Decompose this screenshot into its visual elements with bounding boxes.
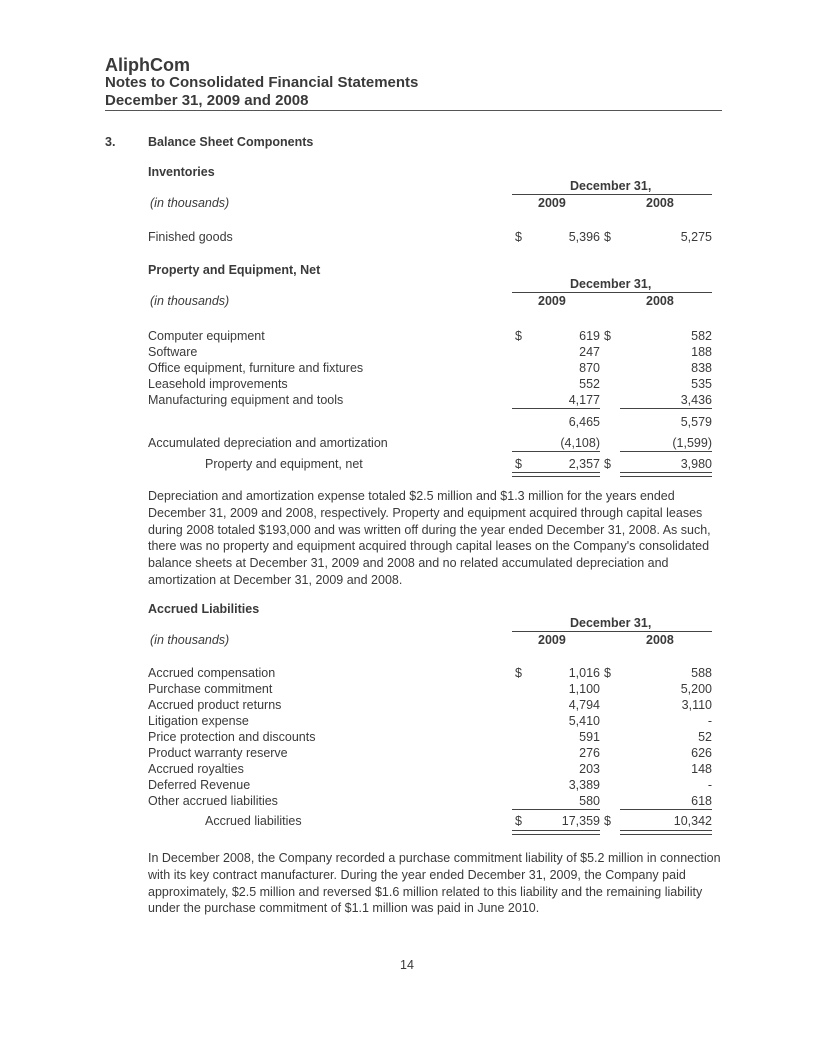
currency-symbol: $	[604, 329, 611, 343]
row-label: Accrued liabilities	[205, 814, 302, 828]
row-label: Office equipment, furniture and fixtures	[148, 361, 364, 375]
currency-symbol: $	[515, 666, 522, 680]
value-2008: -	[707, 714, 712, 728]
value-2009: 276	[579, 746, 600, 760]
year-2008-header: 2008	[646, 294, 674, 308]
double-underline	[620, 472, 712, 477]
value-2009: 619	[579, 329, 600, 343]
value-2008: 626	[691, 746, 712, 760]
value-2009: 247	[579, 345, 600, 359]
value-2008: 582	[691, 329, 712, 343]
row-label: Software	[148, 345, 198, 359]
value-2008: 618	[691, 794, 712, 808]
currency-symbol: $	[515, 814, 522, 828]
value-2008: 5,579	[680, 415, 712, 429]
value-2008: 588	[691, 666, 712, 680]
value-2009: 4,794	[568, 698, 600, 712]
value-2009: 580	[579, 794, 600, 808]
subtotal-rule	[512, 809, 600, 810]
row-label: Litigation expense	[148, 714, 249, 728]
company-name: AliphCom	[105, 55, 190, 75]
currency-symbol: $	[515, 457, 522, 471]
value-2008: 52	[698, 730, 712, 744]
currency-symbol: $	[604, 230, 611, 244]
value-2009: 591	[579, 730, 600, 744]
double-underline	[620, 830, 712, 835]
value-2009: 552	[579, 377, 600, 391]
inventories-period-header: December 31,	[570, 179, 652, 193]
accrued-note: In December 2008, the Company recorded a purchase commitment liability of $5.2 million in connection with its key contract manufacturer. During the year ended December 31, 2009, the Company paid approximately, $2.5 million and reversed $1.6 million related to this liability and the remaining liability under the purchase commitment of $1.1 million was paid in June 2010.	[148, 851, 721, 916]
ppe-units: (in thousands)	[150, 294, 230, 308]
row-label: Price protection and discounts	[148, 730, 316, 744]
row-label: Accrued royalties	[148, 762, 244, 776]
double-underline	[512, 472, 600, 477]
row-label: Property and equipment, net	[205, 457, 363, 471]
value-2009: (4,108)	[560, 436, 600, 450]
document-title: Notes to Consolidated Financial Statements	[105, 74, 419, 91]
section-title: Balance Sheet Components	[148, 135, 314, 149]
document-date: December 31, 2009 and 2008	[105, 92, 309, 109]
value-2009: 3,389	[568, 778, 600, 792]
value-2008: 535	[691, 377, 712, 391]
header-rule	[105, 110, 722, 111]
row-label: Accrued compensation	[148, 666, 276, 680]
row-label: Leasehold improvements	[148, 377, 288, 391]
value-2009: 870	[579, 361, 600, 375]
value-2009: 2,357	[568, 457, 600, 471]
ppe-note: Depreciation and amortization expense totaled $2.5 million and $1.3 million for the years ended December 31, 2009 and 2008, respectively. Property and equipment acquired through capital leases during 2008 totaled $193,000 and was written off during the year ended December 31, 2008. As such, there was no property and equipment acquired through capital leases on the Company's consolidated balance sheets at December 31, 2009 and 2008 and no related accumulated depreciation and amortization at December 31, 2009 and 2008.	[148, 489, 711, 587]
value-2008: 188	[691, 345, 712, 359]
row-label: Purchase commitment	[148, 682, 273, 696]
value-2008: 5,200	[680, 682, 712, 696]
row-label: Other accrued liabilities	[148, 794, 278, 808]
row-label: Product warranty reserve	[148, 746, 288, 760]
accrued-period-header: December 31,	[570, 616, 652, 630]
currency-symbol: $	[515, 230, 522, 244]
value-2009: 17,359	[561, 814, 600, 828]
subtotal-rule	[512, 408, 600, 409]
value-2008: 5,275	[680, 230, 712, 244]
year-2009-header: 2009	[538, 294, 566, 308]
value-2008: 3,980	[680, 457, 712, 471]
accrued-heading: Accrued Liabilities	[148, 602, 260, 616]
inventories-units: (in thousands)	[150, 196, 230, 210]
row-label: Computer equipment	[148, 329, 265, 343]
ppe-heading: Property and Equipment, Net	[148, 263, 321, 277]
value-2009: 1,100	[568, 682, 600, 696]
row-label: Finished goods	[148, 230, 233, 244]
ppe-period-header: December 31,	[570, 277, 652, 291]
subtotal-rule	[620, 408, 712, 409]
currency-symbol: $	[604, 666, 611, 680]
row-label: Accrued product returns	[148, 698, 282, 712]
page-number: 14	[400, 958, 414, 972]
year-2009-header: 2009	[538, 633, 566, 647]
total-rule	[620, 451, 712, 452]
value-2008: (1,599)	[672, 436, 712, 450]
subtotal-rule	[620, 809, 712, 810]
currency-symbol: $	[604, 457, 611, 471]
value-2008: -	[707, 778, 712, 792]
row-label: Deferred Revenue	[148, 778, 251, 792]
value-2008: 10,342	[673, 814, 712, 828]
value-2008: 838	[691, 361, 712, 375]
row-label: Manufacturing equipment and tools	[148, 393, 344, 407]
value-2009: 1,016	[568, 666, 600, 680]
currency-symbol: $	[604, 814, 611, 828]
accrued-units: (in thousands)	[150, 633, 230, 647]
value-2008: 148	[691, 762, 712, 776]
value-2008: 3,110	[681, 698, 712, 712]
inventories-heading: Inventories	[148, 165, 215, 179]
year-2008-header: 2008	[646, 633, 674, 647]
value-2008: 3,436	[680, 393, 712, 407]
year-2009-header: 2009	[538, 196, 566, 210]
double-underline	[512, 830, 600, 835]
row-label: Accumulated depreciation and amortization	[148, 436, 388, 450]
value-2009: 5,410	[568, 714, 600, 728]
section-number: 3.	[105, 135, 116, 149]
value-2009: 5,396	[568, 230, 600, 244]
value-2009: 203	[579, 762, 600, 776]
year-2008-header: 2008	[646, 196, 674, 210]
total-rule	[512, 451, 600, 452]
currency-symbol: $	[515, 329, 522, 343]
value-2009: 4,177	[568, 393, 600, 407]
value-2009: 6,465	[568, 415, 600, 429]
